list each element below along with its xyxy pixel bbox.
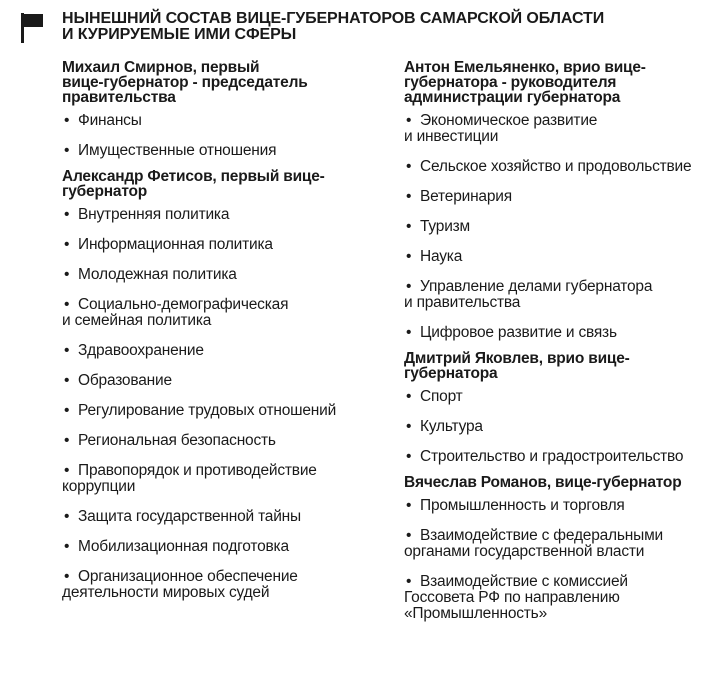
list-item-text: Образование — [78, 372, 172, 389]
list-item-text: Защита государственной тайны — [78, 508, 301, 525]
list-item — [62, 113, 392, 129]
list-item — [62, 463, 392, 495]
list-item — [404, 325, 722, 341]
list-item-text: Строительство и градостроительство — [420, 448, 684, 465]
list-item-line — [404, 606, 722, 622]
list-item — [62, 297, 392, 329]
list-item-text: Регулирование трудовых отношений — [78, 402, 337, 419]
list-item-line — [62, 585, 392, 601]
list-item-line — [62, 479, 392, 495]
curator-section — [62, 60, 392, 159]
list-item-line — [62, 373, 392, 389]
list-item — [404, 249, 722, 265]
curator-section — [404, 475, 722, 622]
bullet-icon: • — [64, 266, 70, 283]
title-line: И КУРИРУЕМЫЕ ИМИ СФЕРЫ — [62, 26, 297, 43]
bullet-icon: • — [64, 372, 70, 389]
bullet-icon: • — [406, 448, 412, 465]
bullet-icon: • — [64, 206, 70, 223]
list-item — [404, 449, 722, 465]
list-item-line — [404, 249, 722, 265]
list-item-line — [62, 463, 392, 479]
list-item-line — [62, 509, 392, 525]
list-item-text: Цифровое развитие и связь — [420, 324, 617, 341]
list-item-text: Взаимодействие с федеральными — [420, 527, 663, 544]
list-item — [404, 189, 722, 205]
list-item-line — [404, 219, 722, 235]
list-item-line — [404, 498, 722, 514]
list-item-line — [62, 207, 392, 223]
list-item-text: Имущественные отношения — [78, 142, 277, 159]
list-item-text: Региональная безопасность — [78, 432, 276, 449]
list-item — [62, 207, 392, 223]
list-item-text: Сельское хозяйство и продовольствие — [420, 158, 692, 175]
list-item — [62, 509, 392, 525]
bullet-icon: • — [64, 568, 70, 585]
bullet-icon: • — [406, 497, 412, 514]
list-item — [404, 219, 722, 235]
responsibility-list — [404, 389, 722, 465]
curator-name-line: правительства — [62, 89, 176, 106]
responsibility-list — [62, 113, 392, 159]
list-item — [62, 539, 392, 555]
curator-name-line: губернатора - руководителя — [404, 74, 617, 91]
bullet-icon: • — [406, 388, 412, 405]
list-item-text: Организационное обеспечение — [78, 568, 298, 585]
bullet-icon: • — [406, 188, 412, 205]
list-item — [62, 237, 392, 253]
curator-name-line: губернатор — [62, 183, 148, 200]
list-item-line — [62, 343, 392, 359]
list-item-line — [62, 433, 392, 449]
curator-section — [404, 60, 722, 341]
curator-name — [404, 351, 722, 381]
flag-icon — [21, 13, 43, 43]
curator-name — [62, 169, 392, 199]
curator-name — [404, 60, 722, 105]
list-item — [62, 267, 392, 283]
page-title — [62, 11, 702, 43]
list-item — [62, 569, 392, 601]
list-item — [62, 403, 392, 419]
list-item-text: Финансы — [78, 112, 142, 129]
responsibility-list — [404, 113, 722, 341]
curator-name-line: Михаил Смирнов, первый — [62, 59, 260, 76]
list-item-line — [62, 267, 392, 283]
list-item-line — [404, 590, 722, 606]
list-item — [404, 528, 722, 560]
curator-name-line: администрации губернатора — [404, 89, 621, 106]
list-item-line — [62, 313, 392, 329]
list-item-text: Социально-демографическая — [78, 296, 289, 313]
bullet-icon: • — [64, 142, 70, 159]
list-item-text: Культура — [420, 418, 483, 435]
list-item-line — [404, 528, 722, 544]
bullet-icon: • — [406, 248, 412, 265]
list-item-line — [404, 389, 722, 405]
bullet-icon: • — [406, 573, 412, 590]
title-line: НЫНЕШНИЙ СОСТАВ ВИЦЕ-ГУБЕРНАТОРОВ САМАРСКОЙ ОБЛАСТИ — [62, 10, 605, 27]
list-item-line — [404, 129, 722, 145]
responsibility-list — [404, 498, 722, 622]
list-item-text: Экономическое развитие — [420, 112, 598, 129]
list-item-text: Правопорядок и противодействие — [78, 462, 317, 479]
list-item-text: и правительства — [404, 294, 521, 311]
list-item-line — [62, 113, 392, 129]
curator-name-line: губернатора — [404, 365, 498, 382]
list-item-line — [404, 279, 722, 295]
list-item-line — [62, 297, 392, 313]
list-item-text: Госсовета РФ по направлению — [404, 589, 620, 606]
curator-name-line: Вячеслав Романов, вице-губернатор — [404, 474, 682, 491]
bullet-icon: • — [64, 402, 70, 419]
curator-name — [404, 475, 722, 490]
list-item-line — [404, 449, 722, 465]
right-column — [404, 60, 722, 632]
list-item-text: Мобилизационная подготовка — [78, 538, 289, 555]
list-item-text: деятельности мировых судей — [62, 584, 270, 601]
list-item-text: Спорт — [420, 388, 463, 405]
curator-section — [404, 351, 722, 465]
bullet-icon: • — [406, 158, 412, 175]
curator-name — [62, 60, 392, 105]
responsibility-list — [62, 207, 392, 601]
list-item-text: Молодежная политика — [78, 266, 237, 283]
list-item-line — [404, 325, 722, 341]
list-item-text: Внутренняя политика — [78, 206, 230, 223]
bullet-icon: • — [64, 296, 70, 313]
left-column — [62, 60, 392, 611]
list-item-line — [404, 419, 722, 435]
list-item — [62, 433, 392, 449]
list-item-text: коррупции — [62, 478, 136, 495]
list-item-text: Наука — [420, 248, 463, 265]
bullet-icon: • — [64, 236, 70, 253]
list-item-line — [404, 159, 722, 175]
list-item-line — [404, 544, 722, 560]
list-item-line — [404, 113, 722, 129]
bullet-icon: • — [64, 462, 70, 479]
list-item — [62, 143, 392, 159]
list-item — [62, 373, 392, 389]
bullet-icon: • — [406, 278, 412, 295]
curator-name-line: Александр Фетисов, первый вице- — [62, 168, 325, 185]
list-item — [404, 113, 722, 145]
bullet-icon: • — [406, 527, 412, 544]
list-item — [404, 498, 722, 514]
list-item-text: и семейная политика — [62, 312, 212, 329]
bullet-icon: • — [64, 342, 70, 359]
list-item — [404, 389, 722, 405]
curator-name-line: Антон Емельяненко, врио вице- — [404, 59, 646, 76]
list-item-text: органами государственной власти — [404, 543, 645, 560]
list-item — [62, 343, 392, 359]
list-item-line — [404, 189, 722, 205]
list-item — [404, 279, 722, 311]
list-item — [404, 159, 722, 175]
list-item-text: Туризм — [420, 218, 471, 235]
bullet-icon: • — [64, 432, 70, 449]
curator-name-line: вице-губернатор - председатель — [62, 74, 308, 91]
list-item-line — [62, 237, 392, 253]
list-item-line — [62, 569, 392, 585]
list-item — [404, 574, 722, 622]
list-item-line — [62, 539, 392, 555]
list-item-text: Управление делами губернатора — [420, 278, 653, 295]
bullet-icon: • — [406, 218, 412, 235]
list-item-line — [404, 574, 722, 590]
list-item-text: и инвестиции — [404, 128, 499, 145]
bullet-icon: • — [406, 418, 412, 435]
bullet-icon: • — [406, 112, 412, 129]
list-item-text: «Промышленность» — [404, 605, 547, 622]
list-item-line — [404, 295, 722, 311]
list-item — [404, 419, 722, 435]
list-item-text: Взаимодействие с комиссией — [420, 573, 628, 590]
list-item-line — [62, 403, 392, 419]
curator-section — [62, 169, 392, 601]
curator-name-line: Дмитрий Яковлев, врио вице- — [404, 350, 630, 367]
bullet-icon: • — [64, 508, 70, 525]
bullet-icon: • — [64, 538, 70, 555]
list-item-text: Ветеринария — [420, 188, 512, 205]
bullet-icon: • — [64, 112, 70, 129]
list-item-line — [62, 143, 392, 159]
list-item-text: Информационная политика — [78, 236, 273, 253]
bullet-icon: • — [406, 324, 412, 341]
list-item-text: Промышленность и торговля — [420, 497, 625, 514]
list-item-text: Здравоохранение — [78, 342, 204, 359]
